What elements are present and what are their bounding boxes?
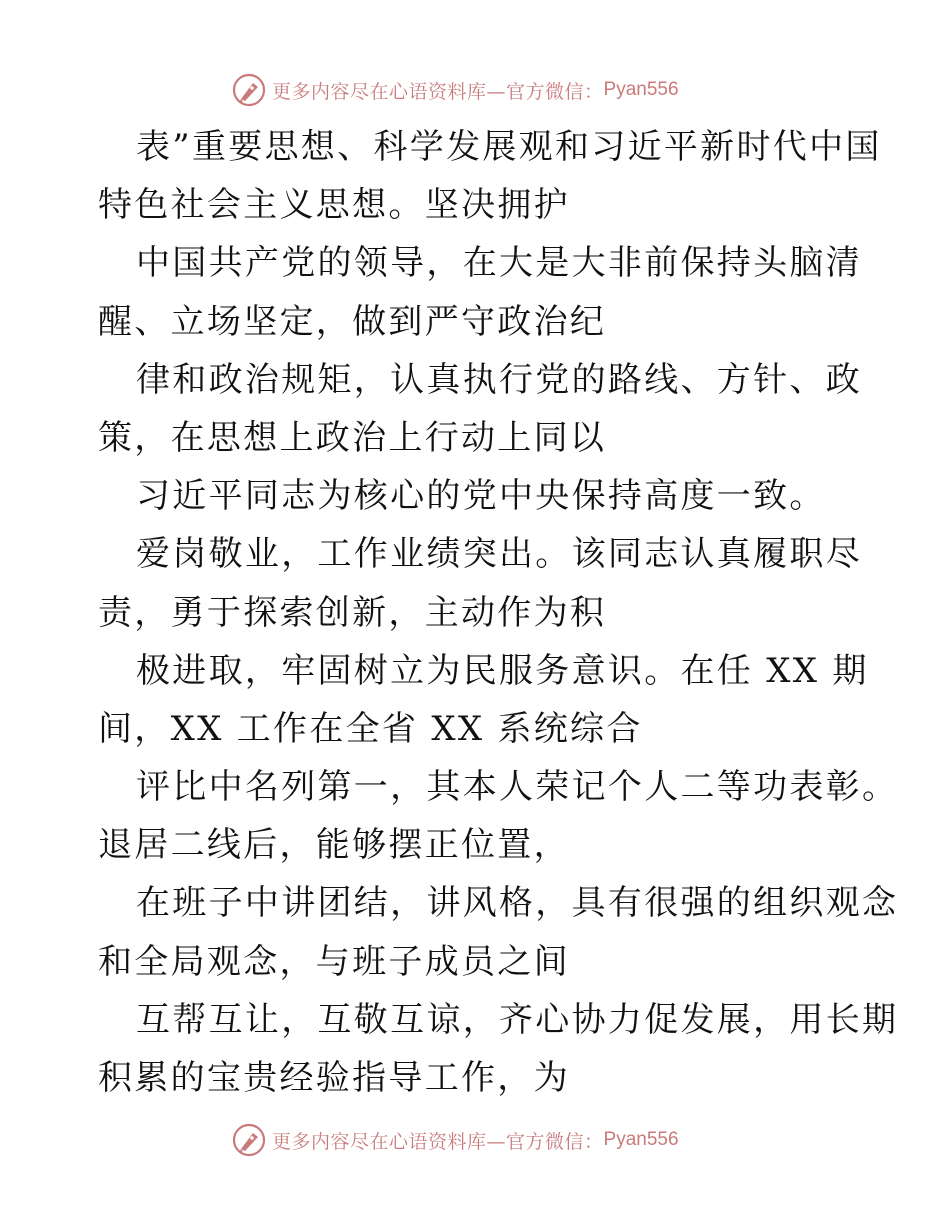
- document-body: [98, 118, 899, 1107]
- header-banner-text: 更多内容尽在心语资料库—官方微信：: [272, 80, 604, 103]
- pen-nib-logo-icon: [232, 1123, 266, 1157]
- text-line: 中国共产党的领导，在大是大非前保持头脑清: [136, 243, 862, 284]
- text-line: 责，勇于探索创新，主动作为积: [98, 592, 607, 633]
- footer-banner: [232, 1122, 679, 1158]
- text-line: 间，XX 工作在全省 XX 系统综合: [98, 708, 643, 749]
- text-line: 互帮互让，互敬互谅，齐心协力促发展，用长期: [136, 999, 899, 1040]
- header-wechat-id: Pyan556: [603, 79, 679, 100]
- text-line: 评比中名列第一，其本人荣记个人二等功表彰。: [136, 767, 899, 808]
- footer-banner-text: 更多内容尽在心语资料库—官方微信：: [272, 1130, 604, 1153]
- text-line: 积累的宝贵经验指导工作，为: [98, 1058, 570, 1098]
- header-banner: [232, 72, 679, 108]
- text-line: 醒、立场坚定，做到严守政治纪: [98, 301, 607, 342]
- text-line: 特色社会主义思想。坚决拥护: [98, 185, 570, 226]
- text-line: 策，在思想上政治上行动上同以: [98, 417, 607, 458]
- text-line: 在班子中讲团结，讲风格，具有很强的组织观念: [136, 883, 899, 924]
- text-line: 退居二线后，能够摆正位置，: [98, 825, 570, 866]
- text-line: 爱岗敬业，工作业绩突出。该同志认真履职尽: [136, 534, 862, 575]
- pen-nib-logo-icon: [232, 73, 266, 107]
- text-line: 律和政治规矩，认真执行党的路线、方针、政: [136, 359, 862, 400]
- text-line: 习近平同志为核心的党中央保持高度一致。: [136, 476, 826, 517]
- text-line: 和全局观念，与班子成员之间: [98, 941, 570, 982]
- text-line: 极进取，牢固树立为民服务意识。在任 XX 期: [136, 650, 869, 691]
- footer-wechat-id: Pyan556: [603, 1129, 679, 1150]
- text-line: 表”重要思想、科学发展观和习近平新时代中国: [136, 127, 882, 167]
